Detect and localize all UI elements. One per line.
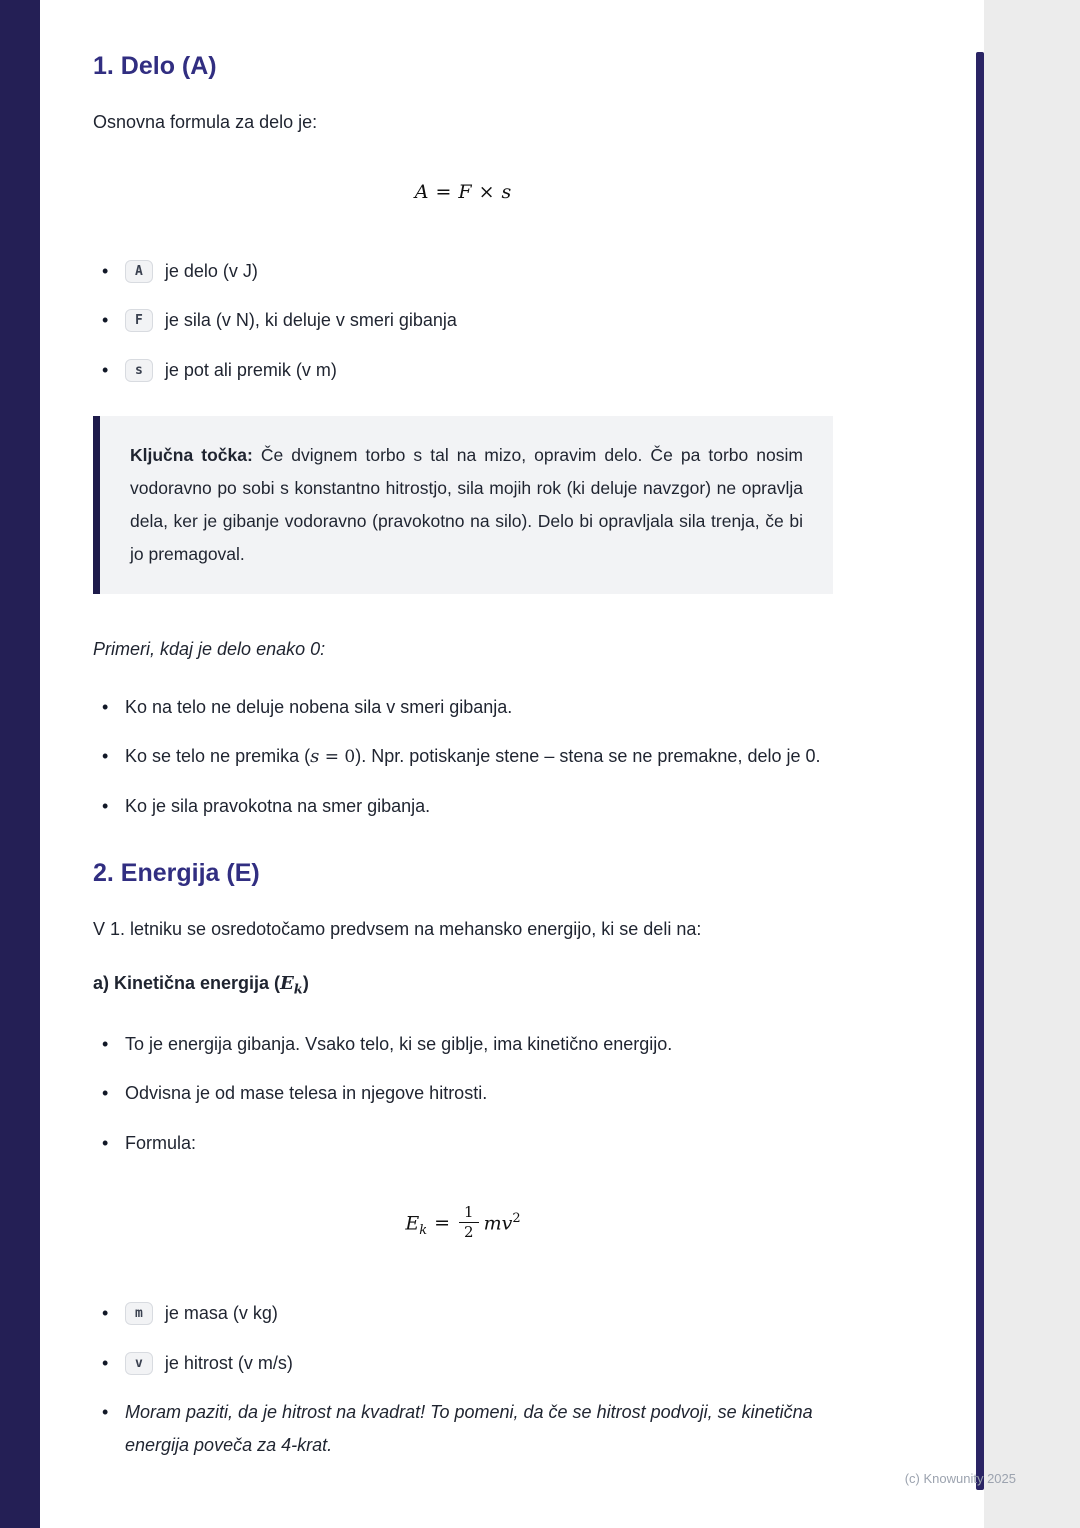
code-badge: m [125, 1302, 153, 1325]
code-badge: F [125, 309, 153, 332]
list-item-text: je pot ali premik (v m) [164, 359, 337, 380]
list-item-text: Odvisna je od mase telesa in njegove hitrosti. [125, 1083, 488, 1104]
section1-title: 1. Delo (A) [93, 52, 217, 80]
energy-variables-list [93, 1297, 833, 1461]
list-item [93, 691, 833, 723]
subsection-prefix: a) Kinetična energija ( [93, 972, 281, 993]
list-item [93, 1396, 833, 1461]
list-item [93, 1077, 833, 1109]
zero-work-examples-list [93, 691, 833, 823]
subsection-suffix: ) [302, 972, 309, 993]
section2-title: 2. Energija (E) [93, 858, 260, 887]
math-var: s [501, 180, 512, 203]
formula-work [93, 181, 833, 203]
list-item-text: To je energija gibanja. Vsako telo, ki se giblje, ima kinetično energijo. [125, 1033, 673, 1054]
math-var: A [414, 180, 429, 203]
fraction-denominator: 2 [459, 1222, 479, 1242]
fraction-numerator: 1 [464, 1202, 474, 1221]
math-exponent: 2 [512, 1210, 521, 1226]
scrollbar-thumb[interactable] [976, 52, 984, 1490]
list-item [93, 740, 833, 773]
examples-title: Primeri, kdaj je delo enako 0: [93, 638, 326, 659]
document-content [93, 52, 833, 1478]
list-item [93, 1297, 833, 1329]
list-item-text: je hitrost (v m/s) [164, 1352, 293, 1373]
work-variables-list [93, 255, 833, 386]
list-item-text: Ko je sila pravokotna na smer gibanja. [125, 796, 431, 817]
math-var: s [310, 746, 320, 768]
math-subscript: k [419, 1223, 428, 1238]
subsection-kinetic-energy-title [93, 970, 833, 1000]
list-item [93, 255, 833, 287]
list-item [93, 354, 833, 386]
math-var: E [405, 1212, 420, 1235]
math-operator: × [478, 180, 495, 203]
list-item-text: Formula: [125, 1132, 197, 1153]
list-item [93, 790, 833, 822]
callout-key-point [93, 416, 833, 594]
list-item-text: Ko se telo ne premika ( [125, 746, 311, 767]
code-badge: s [125, 359, 153, 382]
math-subscript: k [293, 982, 303, 998]
kinetic-energy-list [93, 1028, 833, 1159]
left-accent-bar [0, 0, 40, 1528]
list-item [93, 1127, 833, 1159]
list-item [93, 1347, 833, 1379]
section2-intro: V 1. letniku se osredotočamo predvsem na mehansko energijo, ki se deli na: [93, 918, 702, 939]
footer-copyright: (c) Knowunity 2025 [904, 1471, 1016, 1486]
callout-text: Če dvignem torbo s tal na mizo, opravim delo. Če pa torbo nosim vodoravno po sobi s konstantno hitrostjo, sila mojih rok (ki deluje navzgor) ne opravlja dela, ker je gibanje vodoravno (pravokotno na silo). Delo bi opravljala sila trenja, če bi jo premagoval. [130, 445, 803, 564]
math-fraction [459, 1203, 479, 1242]
math-rest: = 0 [319, 747, 356, 768]
list-item-text: Ko na telo ne deluje nobena sila v smeri gibanja. [125, 696, 513, 717]
math-var: E [280, 972, 294, 994]
list-item-text: ). Npr. potiskanje stene – stena se ne premakne, delo je 0. [355, 746, 821, 767]
list-item [93, 304, 833, 336]
list-item-text: je sila (v N), ki deluje v smeri gibanja [164, 310, 457, 331]
math-var: mv [483, 1212, 513, 1235]
code-badge: A [125, 260, 153, 283]
section1-intro: Osnovna formula za delo je: [93, 112, 318, 132]
note-text: Moram paziti, da je hitrost na kvadrat! To pomeni, da če se hitrost podvoji, se kinetična energija poveča za 4-krat. [125, 1402, 813, 1455]
list-item-text: je masa (v kg) [164, 1303, 278, 1324]
right-gutter [984, 0, 1080, 1528]
math-var: F [458, 180, 472, 203]
list-item-text: je delo (v J) [164, 260, 258, 281]
formula-kinetic-energy [93, 1203, 833, 1246]
code-badge: v [125, 1352, 153, 1375]
math-operator: = [434, 1212, 451, 1235]
math-operator: = [435, 180, 452, 203]
list-item [93, 1028, 833, 1060]
callout-label: Ključna točka: [130, 445, 253, 466]
